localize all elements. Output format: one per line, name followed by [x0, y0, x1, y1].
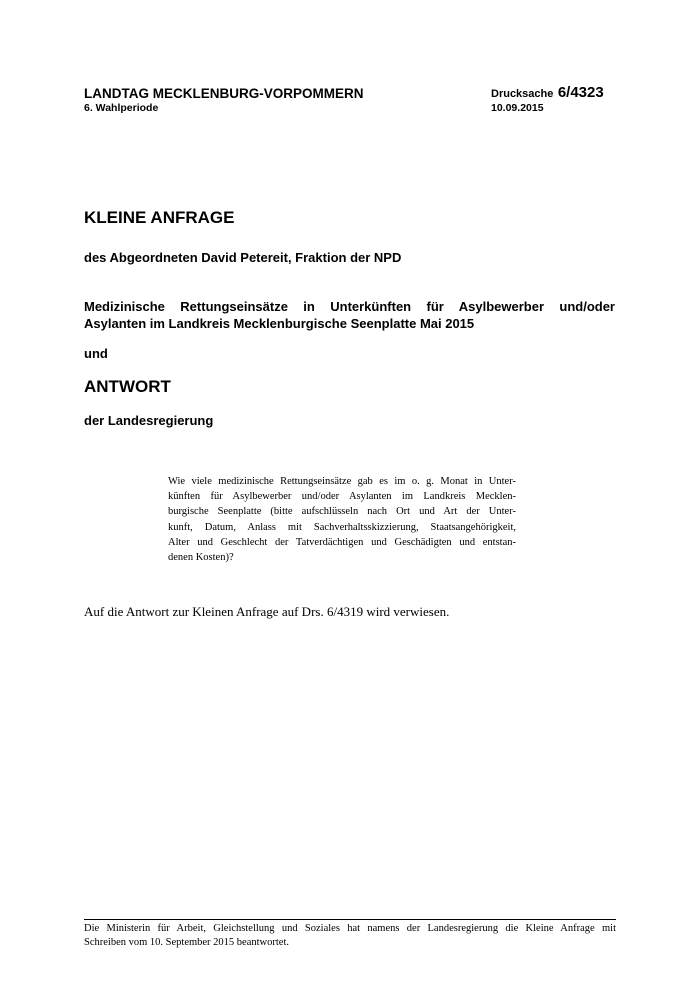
- author-line: des Abgeordneten David Petereit, Fraktion der NPD: [84, 250, 402, 265]
- question-line: Alter und Geschlecht der Tatverdächtigen und Geschädigten und entstan-: [168, 536, 516, 548]
- document-date: 10.09.2015: [491, 102, 544, 114]
- footer-line: Schreiben vom 10. September 2015 beantwortet.: [84, 937, 289, 948]
- question-block: [168, 474, 516, 565]
- question-line: Wie viele medizinische Rettungseinsätze gab es im o. g. Monat in Unter-: [168, 476, 516, 487]
- conjunction-text: und: [84, 346, 108, 361]
- question-line: denen Kosten)?: [168, 552, 234, 564]
- footer-line: Die Ministerin für Arbeit, Gleichstellung und Soziales hat namens der Landesregierung die Kleine Anfrage mit: [84, 923, 616, 934]
- parliament-name: LANDTAG MECKLENBURG-VORPOMMERN: [84, 86, 364, 101]
- answer-text: Auf die Antwort zur Kleinen Anfrage auf Drs. 6/4319 wird verwiesen.: [84, 604, 450, 619]
- question-line: kunft, Datum, Anlass mit Sachverhaltsskizzierung, Staatsangehörigkeit,: [168, 521, 516, 533]
- question-line: künften für Asylbewerber und/oder Asylanten im Landkreis Mecklen-: [168, 491, 516, 503]
- footer-divider: [84, 919, 616, 920]
- document-type-heading: KLEINE ANFRAGE: [84, 208, 235, 227]
- subject-line: Asylanten im Landkreis Mecklenburgische Seenplatte Mai 2015: [84, 316, 475, 331]
- footer-note: [84, 922, 616, 950]
- electoral-period: 6. Wahlperiode: [84, 102, 159, 114]
- printed-matter-reference: [491, 84, 604, 102]
- question-line: burgische Seenplatte (bitte aufschlüsseln nach Ort und Art der Unter-: [168, 506, 516, 518]
- answer-heading: ANTWORT: [84, 377, 171, 396]
- printed-matter-label: Drucksache: [491, 88, 554, 100]
- printed-matter-number: 6/4323: [557, 84, 604, 101]
- subject-line: Medizinische Rettungseinsätze in Unterkünften für Asylbewerber und/oder: [84, 299, 615, 314]
- subject-heading: [84, 298, 615, 332]
- answer-by-line: der Landesregierung: [84, 413, 214, 428]
